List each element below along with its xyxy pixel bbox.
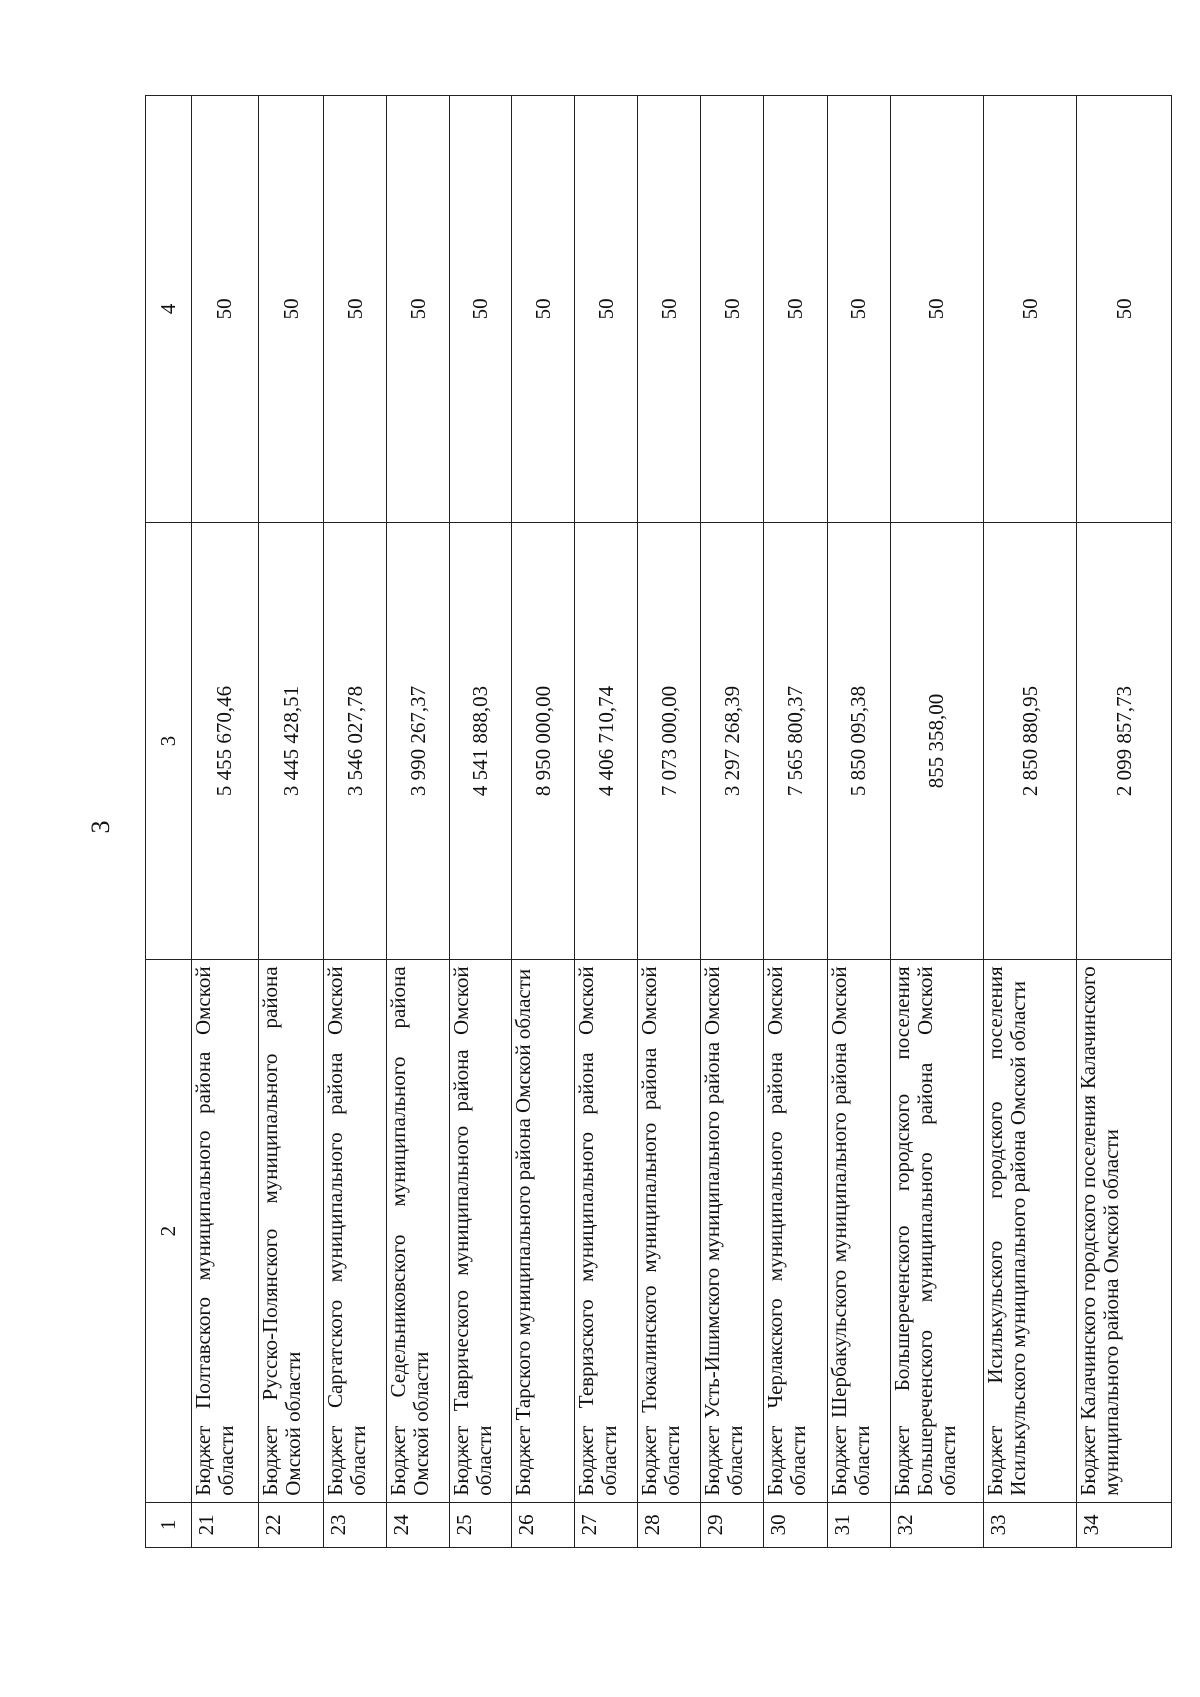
percent-cell: 50 [450, 96, 512, 523]
subsidy-distribution-table [145, 95, 1172, 1548]
budget-name-cell: Бюджет Калачинского городского поселения Калачинского муниципального района Омской области [1077, 960, 1172, 1502]
amount-cell: 7 073 000,00 [638, 522, 701, 960]
percent-cell: 50 [890, 96, 983, 523]
row-number-cell: 23 [324, 1502, 387, 1547]
column-header-1: 1 [146, 1502, 192, 1547]
row-number-cell: 33 [983, 1502, 1076, 1547]
budget-name-cell: Бюджет Русско-Полянского муниципального района Омской области [258, 960, 323, 1502]
row-number-cell: 29 [701, 1502, 764, 1547]
budget-name-cell: Бюджет Седельниковского муниципального района Омской области [387, 960, 450, 1502]
budget-name-cell: Бюджет Тарского муниципального района Омской области [512, 960, 575, 1502]
budget-name-cell: Бюджет Саргатского муниципального района Омской области [324, 960, 387, 1502]
percent-cell: 50 [764, 96, 827, 523]
row-number-cell: 26 [512, 1502, 575, 1547]
row-number-cell: 22 [258, 1502, 323, 1547]
budget-name-cell: Бюджет Исилькульского городского поселения Исилькульского муниципального района Омской области [983, 960, 1076, 1502]
percent-cell: 50 [827, 96, 890, 523]
column-header-2: 2 [146, 960, 192, 1502]
percent-cell: 50 [701, 96, 764, 523]
table-row [450, 96, 512, 1548]
table-row [890, 96, 983, 1548]
table-row [827, 96, 890, 1548]
budget-name-cell: Бюджет Тевризского муниципального района Омской области [575, 960, 638, 1502]
percent-cell: 50 [575, 96, 638, 523]
budget-name-cell: Бюджет Усть-Ишимского муниципального района Омской области [701, 960, 764, 1502]
rotated-table-container [145, 95, 1172, 1548]
amount-cell: 5 455 670,46 [192, 522, 259, 960]
percent-cell: 50 [192, 96, 259, 523]
percent-cell: 50 [512, 96, 575, 523]
amount-cell: 4 541 888,03 [450, 522, 512, 960]
amount-cell: 3 445 428,51 [258, 522, 323, 960]
amount-cell: 3 990 267,37 [387, 522, 450, 960]
row-number-cell: 25 [450, 1502, 512, 1547]
table-row [512, 96, 575, 1548]
amount-cell: 3 297 268,39 [701, 522, 764, 960]
column-header-4: 4 [146, 96, 192, 523]
table-row [387, 96, 450, 1548]
table-row [192, 96, 259, 1548]
percent-cell: 50 [1077, 96, 1172, 523]
amount-cell: 3 546 027,78 [324, 522, 387, 960]
percent-cell: 50 [258, 96, 323, 523]
percent-cell: 50 [638, 96, 701, 523]
row-number-cell: 31 [827, 1502, 890, 1547]
amount-cell: 4 406 710,74 [575, 522, 638, 960]
row-number-cell: 30 [764, 1502, 827, 1547]
amount-cell: 7 565 800,37 [764, 522, 827, 960]
table-row [764, 96, 827, 1548]
table-header-row [146, 96, 192, 1548]
table-row [638, 96, 701, 1548]
amount-cell: 2 099 857,73 [1077, 522, 1172, 960]
row-number-cell: 21 [192, 1502, 259, 1547]
budget-name-cell: Бюджет Полтавского муниципального района Омской области [192, 960, 259, 1502]
row-number-cell: 32 [890, 1502, 983, 1547]
row-number-cell: 24 [387, 1502, 450, 1547]
budget-name-cell: Бюджет Таврического муниципального района Омской области [450, 960, 512, 1502]
budget-name-cell: Бюджет Тюкалинского муниципального района Омской области [638, 960, 701, 1502]
budget-name-cell: Бюджет Шербакульского муниципального района Омской области [827, 960, 890, 1502]
budget-name-cell: Бюджет Черлакского муниципального района Омской области [764, 960, 827, 1502]
percent-cell: 50 [324, 96, 387, 523]
row-number-cell: 28 [638, 1502, 701, 1547]
percent-cell: 50 [387, 96, 450, 523]
table-row [1077, 96, 1172, 1548]
table-row [701, 96, 764, 1548]
percent-cell: 50 [983, 96, 1076, 523]
table-row [324, 96, 387, 1548]
row-number-cell: 34 [1077, 1502, 1172, 1547]
amount-cell: 8 950 000,00 [512, 522, 575, 960]
page-number: 3 [86, 820, 115, 834]
column-header-3: 3 [146, 522, 192, 960]
amount-cell: 2 850 880,95 [983, 522, 1076, 960]
table-body [146, 96, 1172, 1548]
table-row [575, 96, 638, 1548]
budget-name-cell: Бюджет Большереченского городского поселения Большереченского муниципального района Омской области [890, 960, 983, 1502]
table-row [258, 96, 323, 1548]
table-row [983, 96, 1076, 1548]
row-number-cell: 27 [575, 1502, 638, 1547]
amount-cell: 5 850 095,38 [827, 522, 890, 960]
amount-cell: 855 358,00 [890, 522, 983, 960]
